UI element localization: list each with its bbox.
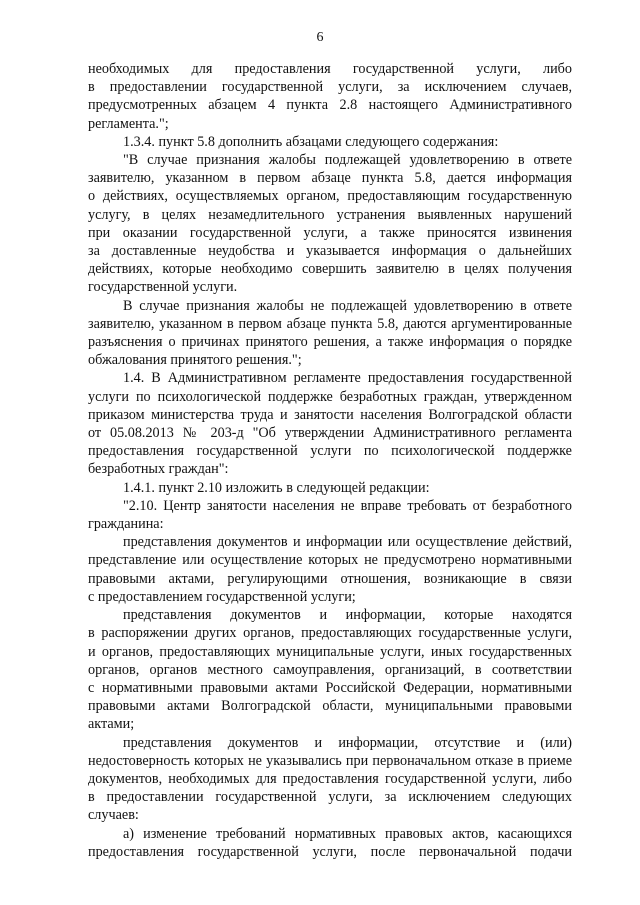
text-line: представления документов и информации или осуществление действий,	[123, 534, 572, 551]
text-line: В случае признания жалобы не подлежащей удовлетворению в ответе	[123, 297, 572, 314]
text-line: безработных граждан":	[88, 461, 229, 478]
text-line: и органов, предоставляющих муниципальные услуги, иных государственных	[88, 643, 572, 660]
text-line: заявителю, указанном в первом абзаце пункта 5.8, даются аргументированные	[88, 315, 572, 332]
text-line: представления документов и информации, отсутствие и (или)	[123, 734, 572, 751]
text-line: "В случае признания жалобы подлежащей удовлетворению в ответе	[123, 152, 572, 169]
text-line: 1.4.1. пункт 2.10 изложить в следующей редакции:	[123, 479, 430, 496]
text-line: предусмотренных абзацем 4 пункта 2.8 настоящего Административного	[88, 97, 572, 114]
text-line: с предоставлением государственной услуги;	[88, 588, 356, 605]
text-line: от 05.08.2013 № 203-д "Об утверждении Административного регламента	[88, 425, 572, 442]
text-line: при оказании государственной услуги, а также приносятся извинения	[88, 224, 572, 241]
text-line: 1.4. В Административном регламенте предоставления государственной	[123, 370, 572, 387]
text-line: в предоставлении государственной услуги, за исключением следующих	[88, 789, 572, 806]
text-line: услуги по психологической поддержке безработных граждан, утвержденном	[88, 388, 572, 405]
text-line: заявителю, указанном в первом абзаце пункта 5.8, дается информация	[88, 170, 572, 187]
text-line: недостоверность которых не указывались при первоначальном отказе в приеме	[88, 752, 572, 769]
text-line: с нормативными правовыми актами Российской Федерации, нормативными	[88, 679, 572, 696]
text-line: правовыми актами, регулирующими отношения, возникающие в связи	[88, 570, 572, 587]
text-line: представления документов и информации, которые находятся	[123, 607, 572, 624]
text-line: 1.3.4. пункт 5.8 дополнить абзацами следующего содержания:	[123, 133, 499, 150]
text-line: "2.10. Центр занятости населения не вправе требовать от безработного	[123, 497, 572, 514]
text-line: в предоставлении государственной услуги, за исключением случаев,	[88, 79, 572, 96]
text-line: разъяснения о причинах принятого решения, а также информация о порядке	[88, 334, 572, 351]
text-line: предоставления государственной услуги по психологической поддержке	[88, 443, 572, 460]
text-line: актами;	[88, 716, 135, 733]
text-line: гражданина:	[88, 516, 164, 533]
text-line: в распоряжении других органов, предоставляющих государственные услуги,	[88, 625, 572, 642]
text-line: предоставления государственной услуги, после первоначальной подачи	[88, 843, 572, 860]
text-line: а) изменение требований нормативных правовых актов, касающихся	[123, 825, 572, 842]
text-line: правовыми актами Волгоградской области, муниципальными правовыми	[88, 698, 572, 715]
text-line: случаев:	[88, 807, 139, 824]
text-line: органов, органов местного самоуправления, организаций, в соответствии	[88, 661, 572, 678]
text-line: документов, необходимых для предоставления государственной услуги, либо	[88, 770, 572, 787]
text-line: о действиях, осуществляемых органом, предоставляющим государственную	[88, 188, 572, 205]
page-number: 6	[316, 30, 324, 45]
text-line: регламента.";	[88, 115, 169, 132]
document-body	[88, 60, 572, 861]
text-line: обжалования принятого решения.";	[88, 352, 302, 369]
text-line: государственной услуги.	[88, 279, 238, 296]
text-line: за доставленные неудобства и указывается информация о дальнейших	[88, 243, 572, 260]
text-line: приказом министерства труда и занятости населения Волгоградской области	[88, 406, 572, 423]
text-line: действиях, которые необходимо совершить заявителю в целях получения	[88, 261, 572, 278]
text-line: необходимых для предоставления государственной услуги, либо	[88, 61, 572, 77]
text-line: услугу, в целях незамедлительного устранения выявленных нарушений	[88, 206, 572, 223]
text-line: представление или осуществление которых не предусмотрено нормативными	[88, 552, 572, 569]
